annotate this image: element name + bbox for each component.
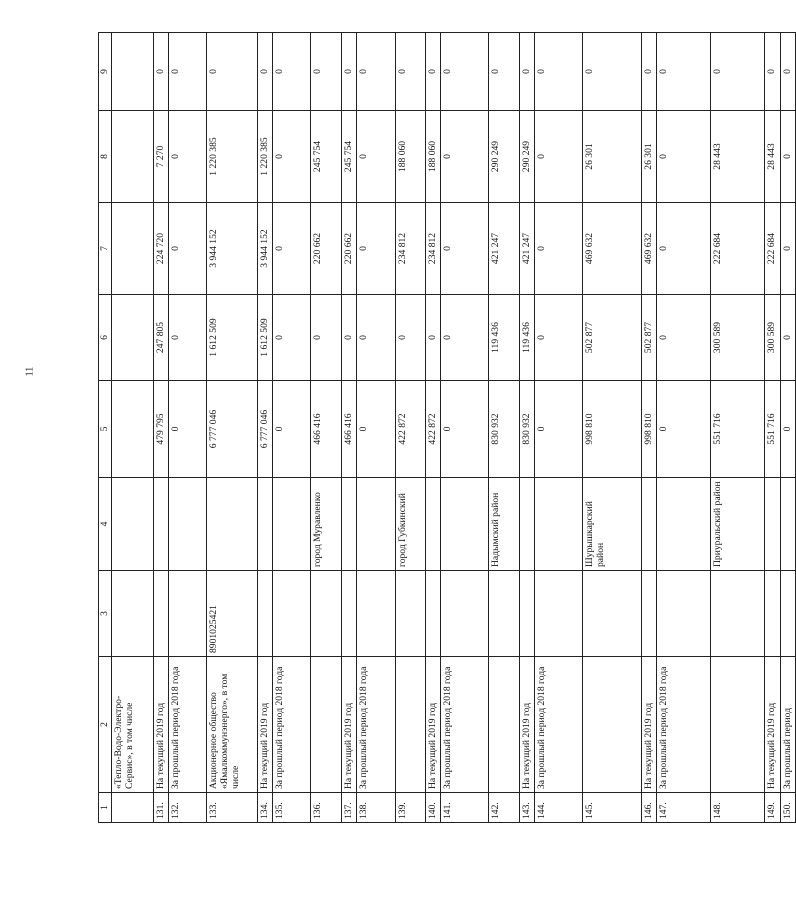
cell-v8: 0 bbox=[441, 111, 489, 203]
cell-region: Шурышкарский район bbox=[583, 478, 642, 571]
cell-inn: 8901025421 bbox=[207, 571, 258, 657]
cell-n: 142. bbox=[489, 793, 520, 823]
cell-n: 148. bbox=[711, 793, 765, 823]
cell-inn bbox=[311, 571, 342, 657]
cell-v8: 245 754 bbox=[342, 111, 357, 203]
cell-v8: 1 220 385 bbox=[258, 111, 273, 203]
cell-n: 144. bbox=[535, 793, 583, 823]
table-row bbox=[311, 33, 342, 823]
table-row bbox=[489, 33, 520, 823]
cell-region bbox=[112, 478, 154, 571]
cell-region bbox=[357, 478, 396, 571]
cell-name: Акционерное общество «Ямалкоммунэнерго», в том числе bbox=[207, 657, 258, 793]
cell-name: На текущий 2019 год bbox=[765, 657, 781, 793]
cell-v6: 300 589 bbox=[711, 295, 765, 381]
cell-n: 146. bbox=[642, 793, 657, 823]
cell-v5: 551 716 bbox=[711, 381, 765, 478]
cell-v7: 0 bbox=[657, 203, 711, 295]
cell-v5: 0 bbox=[441, 381, 489, 478]
cell-v6: 119 436 bbox=[489, 295, 520, 381]
cell-v9: 0 bbox=[426, 33, 441, 111]
cell-region bbox=[441, 478, 489, 571]
table-row bbox=[535, 33, 583, 823]
cell-v8: 28 443 bbox=[711, 111, 765, 203]
table-row bbox=[207, 33, 258, 823]
cell-v8: 28 443 bbox=[765, 111, 781, 203]
cell-v6: 0 bbox=[169, 295, 207, 381]
table-row bbox=[426, 33, 441, 823]
cell-v5: 998 810 bbox=[642, 381, 657, 478]
cell-inn bbox=[273, 571, 311, 657]
cell-v5 bbox=[112, 381, 154, 478]
cell-inn bbox=[781, 571, 796, 657]
cell-inn bbox=[765, 571, 781, 657]
cell-region bbox=[258, 478, 273, 571]
cell-v5: 466 416 bbox=[311, 381, 342, 478]
cell-name: На текущий 2019 год bbox=[642, 657, 657, 793]
cell-n: 145. bbox=[583, 793, 642, 823]
table-row bbox=[583, 33, 642, 823]
rotated-table-wrapper bbox=[98, 33, 793, 823]
cell-v5: 479 795 bbox=[154, 381, 169, 478]
cell-v8: 290 249 bbox=[520, 111, 535, 203]
cell-v7: 0 bbox=[781, 203, 796, 295]
cell-v6: 0 bbox=[441, 295, 489, 381]
cell-v6: 0 bbox=[357, 295, 396, 381]
cell-name bbox=[489, 657, 520, 793]
cell-v7: 421 247 bbox=[489, 203, 520, 295]
cell-v9: 0 bbox=[535, 33, 583, 111]
cell-region bbox=[273, 478, 311, 571]
cell-v9: 0 bbox=[657, 33, 711, 111]
cell-n: 131. bbox=[154, 793, 169, 823]
cell-v5: 0 bbox=[781, 381, 796, 478]
header-row bbox=[99, 33, 112, 823]
cell-v7: 224 720 bbox=[154, 203, 169, 295]
cell-inn bbox=[642, 571, 657, 657]
cell-v7: 222 684 bbox=[711, 203, 765, 295]
cell-n: 143. bbox=[520, 793, 535, 823]
cell-name bbox=[711, 657, 765, 793]
cell-inn bbox=[520, 571, 535, 657]
cell-n: 132. bbox=[169, 793, 207, 823]
table-row bbox=[273, 33, 311, 823]
cell-v8: 0 bbox=[657, 111, 711, 203]
page-number: 11 bbox=[24, 366, 36, 377]
cell-region: Приуральский район bbox=[711, 478, 765, 571]
cell-v8: 0 bbox=[781, 111, 796, 203]
cell-v9: 0 bbox=[357, 33, 396, 111]
header-cell: 4 bbox=[99, 478, 112, 571]
table-row bbox=[396, 33, 426, 823]
cell-v9: 0 bbox=[642, 33, 657, 111]
cell-v6: 0 bbox=[535, 295, 583, 381]
cell-inn bbox=[112, 571, 154, 657]
cell-v5: 422 872 bbox=[426, 381, 441, 478]
cell-v9: 0 bbox=[169, 33, 207, 111]
cell-inn bbox=[258, 571, 273, 657]
cell-v9: 0 bbox=[273, 33, 311, 111]
cell-v9: 0 bbox=[154, 33, 169, 111]
cell-v8: 1 220 385 bbox=[207, 111, 258, 203]
cell-region bbox=[781, 478, 796, 571]
cell-v8: 26 301 bbox=[642, 111, 657, 203]
cell-inn bbox=[154, 571, 169, 657]
cell-name: За прошлый период 2018 года bbox=[441, 657, 489, 793]
header-cell: 9 bbox=[99, 33, 112, 111]
cell-n: 149. bbox=[765, 793, 781, 823]
cell-v8: 0 bbox=[169, 111, 207, 203]
cell-v8: 0 bbox=[273, 111, 311, 203]
cell-name: «Тепло-Водо-Электро-Сервис», в том числе bbox=[112, 657, 154, 793]
cell-v6: 0 bbox=[273, 295, 311, 381]
cell-region bbox=[426, 478, 441, 571]
cell-v7: 0 bbox=[441, 203, 489, 295]
cell-name: На текущий 2019 год bbox=[154, 657, 169, 793]
table-row bbox=[357, 33, 396, 823]
cell-inn bbox=[535, 571, 583, 657]
cell-inn bbox=[342, 571, 357, 657]
header-cell: 1 bbox=[99, 793, 112, 823]
table-row bbox=[342, 33, 357, 823]
cell-region bbox=[657, 478, 711, 571]
cell-v9: 0 bbox=[207, 33, 258, 111]
cell-inn bbox=[441, 571, 489, 657]
cell-v7 bbox=[112, 203, 154, 295]
cell-v9: 0 bbox=[311, 33, 342, 111]
header-cell: 8 bbox=[99, 111, 112, 203]
table-row bbox=[711, 33, 765, 823]
cell-region bbox=[154, 478, 169, 571]
cell-v7: 469 632 bbox=[583, 203, 642, 295]
cell-v6: 0 bbox=[311, 295, 342, 381]
cell-inn bbox=[489, 571, 520, 657]
cell-n: 135. bbox=[273, 793, 311, 823]
cell-v6: 502 877 bbox=[583, 295, 642, 381]
cell-region bbox=[765, 478, 781, 571]
cell-v6: 0 bbox=[781, 295, 796, 381]
cell-v5: 0 bbox=[169, 381, 207, 478]
cell-v8 bbox=[112, 111, 154, 203]
cell-v7: 421 247 bbox=[520, 203, 535, 295]
cell-v9: 0 bbox=[520, 33, 535, 111]
cell-region bbox=[535, 478, 583, 571]
cell-v7: 469 632 bbox=[642, 203, 657, 295]
cell-name: За прошлый период 2018 года bbox=[169, 657, 207, 793]
cell-region bbox=[207, 478, 258, 571]
cell-n: 140. bbox=[426, 793, 441, 823]
cell-v6: 0 bbox=[396, 295, 426, 381]
cell-v8: 7 270 bbox=[154, 111, 169, 203]
cell-v8: 0 bbox=[357, 111, 396, 203]
cell-name: За прошлый период 2018 года bbox=[273, 657, 311, 793]
cell-region bbox=[342, 478, 357, 571]
cell-v9: 0 bbox=[711, 33, 765, 111]
data-table bbox=[98, 32, 796, 823]
table-row bbox=[765, 33, 781, 823]
cell-n: 138. bbox=[357, 793, 396, 823]
cell-name: За прошлый период 2018 года bbox=[535, 657, 583, 793]
cell-v6: 0 bbox=[426, 295, 441, 381]
table-row bbox=[441, 33, 489, 823]
cell-v5: 0 bbox=[657, 381, 711, 478]
header-cell: 3 bbox=[99, 571, 112, 657]
cell-v9: 0 bbox=[583, 33, 642, 111]
cell-v9: 0 bbox=[781, 33, 796, 111]
cell-v9: 0 bbox=[258, 33, 273, 111]
cell-name: За прошлый период bbox=[781, 657, 796, 793]
cell-region: Надымский район bbox=[489, 478, 520, 571]
cell-inn bbox=[169, 571, 207, 657]
cell-n bbox=[112, 793, 154, 823]
cell-v6: 1 612 509 bbox=[207, 295, 258, 381]
cell-inn bbox=[396, 571, 426, 657]
cell-v7: 234 812 bbox=[396, 203, 426, 295]
cell-inn bbox=[711, 571, 765, 657]
cell-region bbox=[520, 478, 535, 571]
cell-v7: 0 bbox=[273, 203, 311, 295]
cell-n: 133. bbox=[207, 793, 258, 823]
cell-v5: 6 777 046 bbox=[207, 381, 258, 478]
cell-n: 136. bbox=[311, 793, 342, 823]
cell-v6: 1 612 509 bbox=[258, 295, 273, 381]
cell-name: За прошлый период 2018 года bbox=[357, 657, 396, 793]
cell-inn bbox=[657, 571, 711, 657]
cell-n: 139. bbox=[396, 793, 426, 823]
table-row bbox=[169, 33, 207, 823]
cell-n: 141. bbox=[441, 793, 489, 823]
table-row bbox=[520, 33, 535, 823]
cell-name: На текущий 2019 год bbox=[426, 657, 441, 793]
cell-v6: 0 bbox=[342, 295, 357, 381]
cell-n: 137. bbox=[342, 793, 357, 823]
cell-v5: 830 932 bbox=[520, 381, 535, 478]
table-body bbox=[99, 33, 796, 823]
cell-v6: 502 877 bbox=[642, 295, 657, 381]
cell-v5: 998 810 bbox=[583, 381, 642, 478]
cell-v5: 6 777 046 bbox=[258, 381, 273, 478]
cell-name: На текущий 2019 год bbox=[342, 657, 357, 793]
cell-v5: 551 716 bbox=[765, 381, 781, 478]
cell-v7: 220 662 bbox=[342, 203, 357, 295]
cell-v6: 247 805 bbox=[154, 295, 169, 381]
cell-v7: 234 812 bbox=[426, 203, 441, 295]
cell-v9: 0 bbox=[489, 33, 520, 111]
cell-n: 150. bbox=[781, 793, 796, 823]
cell-v9: 0 bbox=[441, 33, 489, 111]
cell-v7: 0 bbox=[535, 203, 583, 295]
cell-v5: 0 bbox=[357, 381, 396, 478]
cell-v8: 245 754 bbox=[311, 111, 342, 203]
table-row bbox=[154, 33, 169, 823]
cell-inn bbox=[426, 571, 441, 657]
cell-n: 147. bbox=[657, 793, 711, 823]
table-row bbox=[258, 33, 273, 823]
cell-name: На текущий 2019 год bbox=[520, 657, 535, 793]
cell-v6: 300 589 bbox=[765, 295, 781, 381]
cell-v8: 188 060 bbox=[396, 111, 426, 203]
table-row bbox=[112, 33, 154, 823]
cell-v5: 0 bbox=[273, 381, 311, 478]
cell-region bbox=[169, 478, 207, 571]
cell-v5: 0 bbox=[535, 381, 583, 478]
header-cell: 7 bbox=[99, 203, 112, 295]
header-cell: 6 bbox=[99, 295, 112, 381]
cell-region bbox=[642, 478, 657, 571]
cell-v8: 0 bbox=[535, 111, 583, 203]
cell-v7: 0 bbox=[169, 203, 207, 295]
cell-name bbox=[583, 657, 642, 793]
cell-v6: 0 bbox=[657, 295, 711, 381]
cell-v8: 26 301 bbox=[583, 111, 642, 203]
table-row bbox=[657, 33, 711, 823]
cell-name bbox=[311, 657, 342, 793]
header-cell: 2 bbox=[99, 657, 112, 793]
cell-v5: 422 872 bbox=[396, 381, 426, 478]
cell-v7: 222 684 bbox=[765, 203, 781, 295]
cell-v7: 0 bbox=[357, 203, 396, 295]
cell-n: 134. bbox=[258, 793, 273, 823]
header-cell: 5 bbox=[99, 381, 112, 478]
cell-v7: 3 944 152 bbox=[207, 203, 258, 295]
cell-v7: 220 662 bbox=[311, 203, 342, 295]
cell-inn bbox=[357, 571, 396, 657]
cell-v5: 830 932 bbox=[489, 381, 520, 478]
cell-region: город Губкинский bbox=[396, 478, 426, 571]
cell-name: На текущий 2019 год bbox=[258, 657, 273, 793]
cell-region: город Муравленко bbox=[311, 478, 342, 571]
cell-v9: 0 bbox=[396, 33, 426, 111]
cell-v8: 188 060 bbox=[426, 111, 441, 203]
cell-v9: 0 bbox=[342, 33, 357, 111]
cell-name bbox=[396, 657, 426, 793]
cell-v6 bbox=[112, 295, 154, 381]
cell-v6: 119 436 bbox=[520, 295, 535, 381]
table-row bbox=[781, 33, 796, 823]
cell-inn bbox=[583, 571, 642, 657]
cell-v7: 3 944 152 bbox=[258, 203, 273, 295]
cell-v9 bbox=[112, 33, 154, 111]
table-row bbox=[642, 33, 657, 823]
cell-v8: 290 249 bbox=[489, 111, 520, 203]
cell-v9: 0 bbox=[765, 33, 781, 111]
cell-v5: 466 416 bbox=[342, 381, 357, 478]
cell-name: За прошлый период 2018 года bbox=[657, 657, 711, 793]
